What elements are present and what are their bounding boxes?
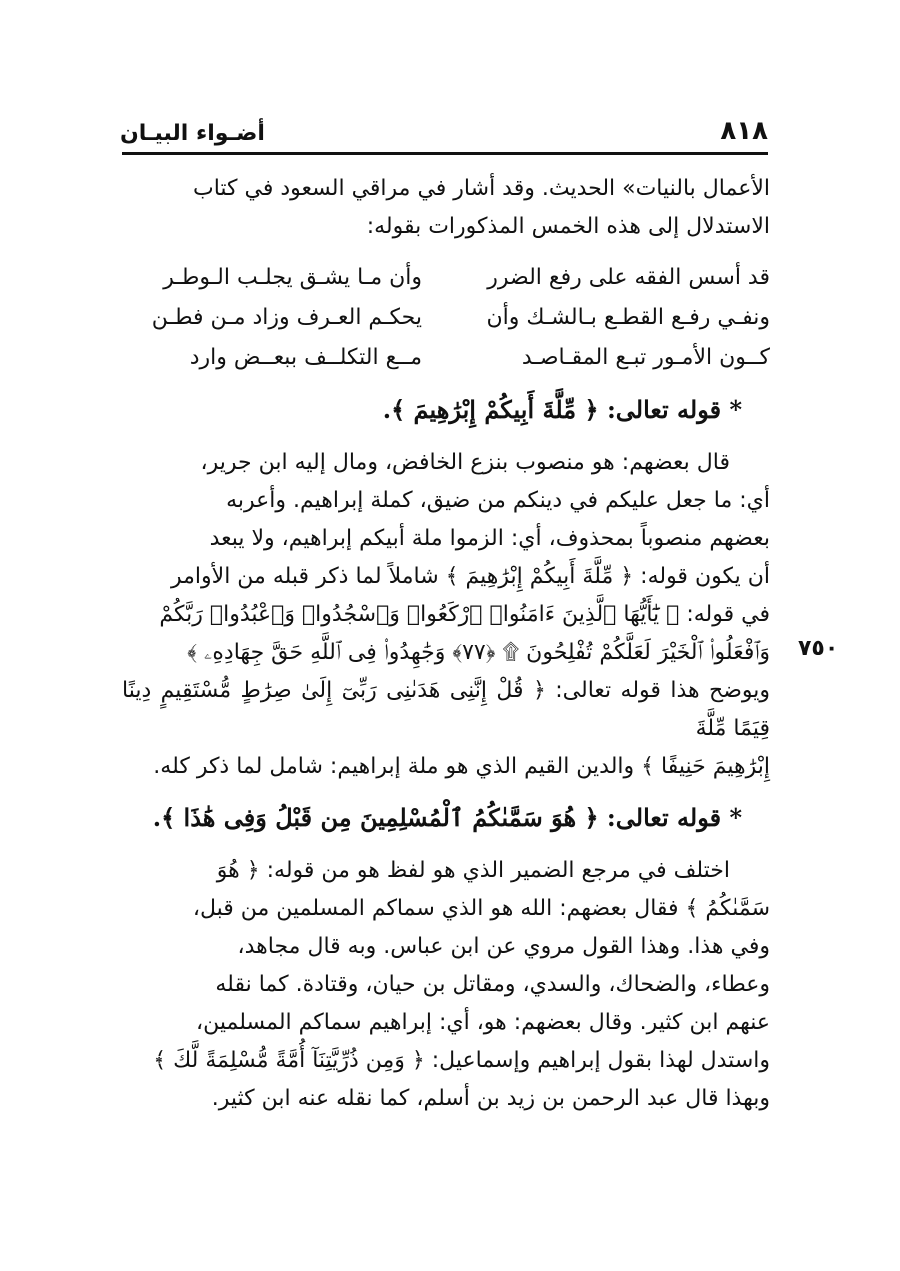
body-line: إِبْرَٰهِيمَ حَنِيفًا ﴾ والدين القيم الذي هو ملة إبراهيم: شامل لما ذكر كله. [153,754,770,779]
intro-line: الأعمال بالنيات» الحديث. وقد أشار في مراقي السعود في كتاب [193,176,770,201]
page-body [122,170,770,1118]
poem-hemistich: ونفـي رفـع القطـع بـالشـك وأن [486,305,770,330]
section-heading: * قوله تعالى: ﴿ مِّلَّةَ أَبِيكُمْ إِبْرَٰهِيمَ ﴾. [382,395,742,424]
body-line: ويوضح هذا قوله تعالى: ﴿ قُلْ إِنَّنِى هَدَىٰنِى رَبِّىٓ إِلَىٰ صِرَٰطٍ مُّسْتَقِيمٍ دِينًا قِيَمًا مِّلَّةَ [122,678,770,741]
body-line: في قوله: ﴿ يَٰٓأَيُّهَا ٱلَّذِينَ ءَامَنُوا۟ ٱرْكَعُوا۟ وَٱسْجُدُوا۟ وَٱعْبُدُوا۟ رَبَّكُمْ [159,602,770,627]
poem-hemistich: كــون الأمـور تبـع المقـاصـد [521,345,770,370]
intro-line: الاستدلال إلى هذه الخمس المذكورات بقوله: [366,214,770,239]
book-title: أضـواء البيـان [120,121,265,146]
body-line: أن يكون قوله: ﴿ مِّلَّةَ أَبِيكُمْ إِبْرَٰهِيمَ ﴾ شاملاً لما ذكر قبله من الأوامر [171,564,770,589]
poem-hemistich: يحكـم العـرف وزاد مـن فطـن [151,305,422,330]
body-line: وعطاء، والضحاك، والسدي، ومقاتل بن حيان، وقتادة. كما نقله [215,972,770,997]
body-line: سَمَّىٰكُمُ ﴾ فقال بعضهم: الله هو الذي سماكم المسلمين من قبل، [192,896,770,921]
poem-line [122,298,770,338]
header-rule [122,152,768,155]
margin-number: ٧٥٠ [798,636,839,661]
poem-line [122,338,770,378]
body-line: عنهم ابن كثير. وقال بعضهم: هو، أي: إبراهيم سماكم المسلمين، [196,1010,770,1035]
body-line: اختلف في مرجع الضمير الذي هو لفظ هو من قوله: ﴿ هُوَ [216,858,730,883]
body-line: أي: ما جعل عليكم في دينكم من ضيق، كملة إبراهيم. وأعربه [226,488,770,513]
poem-hemistich: مــع التكلــف ببعــض وارد [189,345,422,370]
section-heading: * قوله تعالى: ﴿ هُوَ سَمَّىٰكُمُ ٱلْمُسْلِمِينَ مِن قَبْلُ وَفِى هَٰذَا ﴾. [152,803,742,832]
body-line: واستدل لهذا بقول إبراهيم وإسماعيل: ﴿ وَمِن ذُرِّيَّتِنَآ أُمَّةً مُّسْلِمَةً لَّكَ ﴾ [153,1048,770,1073]
page-header [120,106,768,146]
poem-hemistich: وأن مـا يشـق يجلـب الـوطـر [163,265,422,290]
poem-hemistich: قد أسس الفقه على رفع الضرر [487,265,770,290]
body-line: قال بعضهم: هو منصوب بنزع الخافض، ومال إليه ابن جرير، [200,450,730,475]
body-line: بعضهم منصوباً بمحذوف، أي: الزموا ملة أبيكم إبراهيم، ولا يبعد [209,526,770,551]
poem-line [122,258,770,298]
body-line: وبهذا قال عبد الرحمن بن زيد بن أسلم، كما نقله عنه ابن كثير. [211,1086,770,1111]
page-number: ٨١٨ [720,116,768,146]
body-line: وَٱفْعَلُوا۟ ٱلْخَيْرَ لَعَلَّكُمْ تُفْلِحُونَ ۩ ﴿٧٧﴾ وَجَٰهِدُوا۟ فِى ٱللَّهِ حَقَّ جِهَادِهِۦ ﴾ [187,640,770,665]
body-line: وفي هذا. وهذا القول مروي عن ابن عباس. وبه قال مجاهد، [237,934,770,959]
